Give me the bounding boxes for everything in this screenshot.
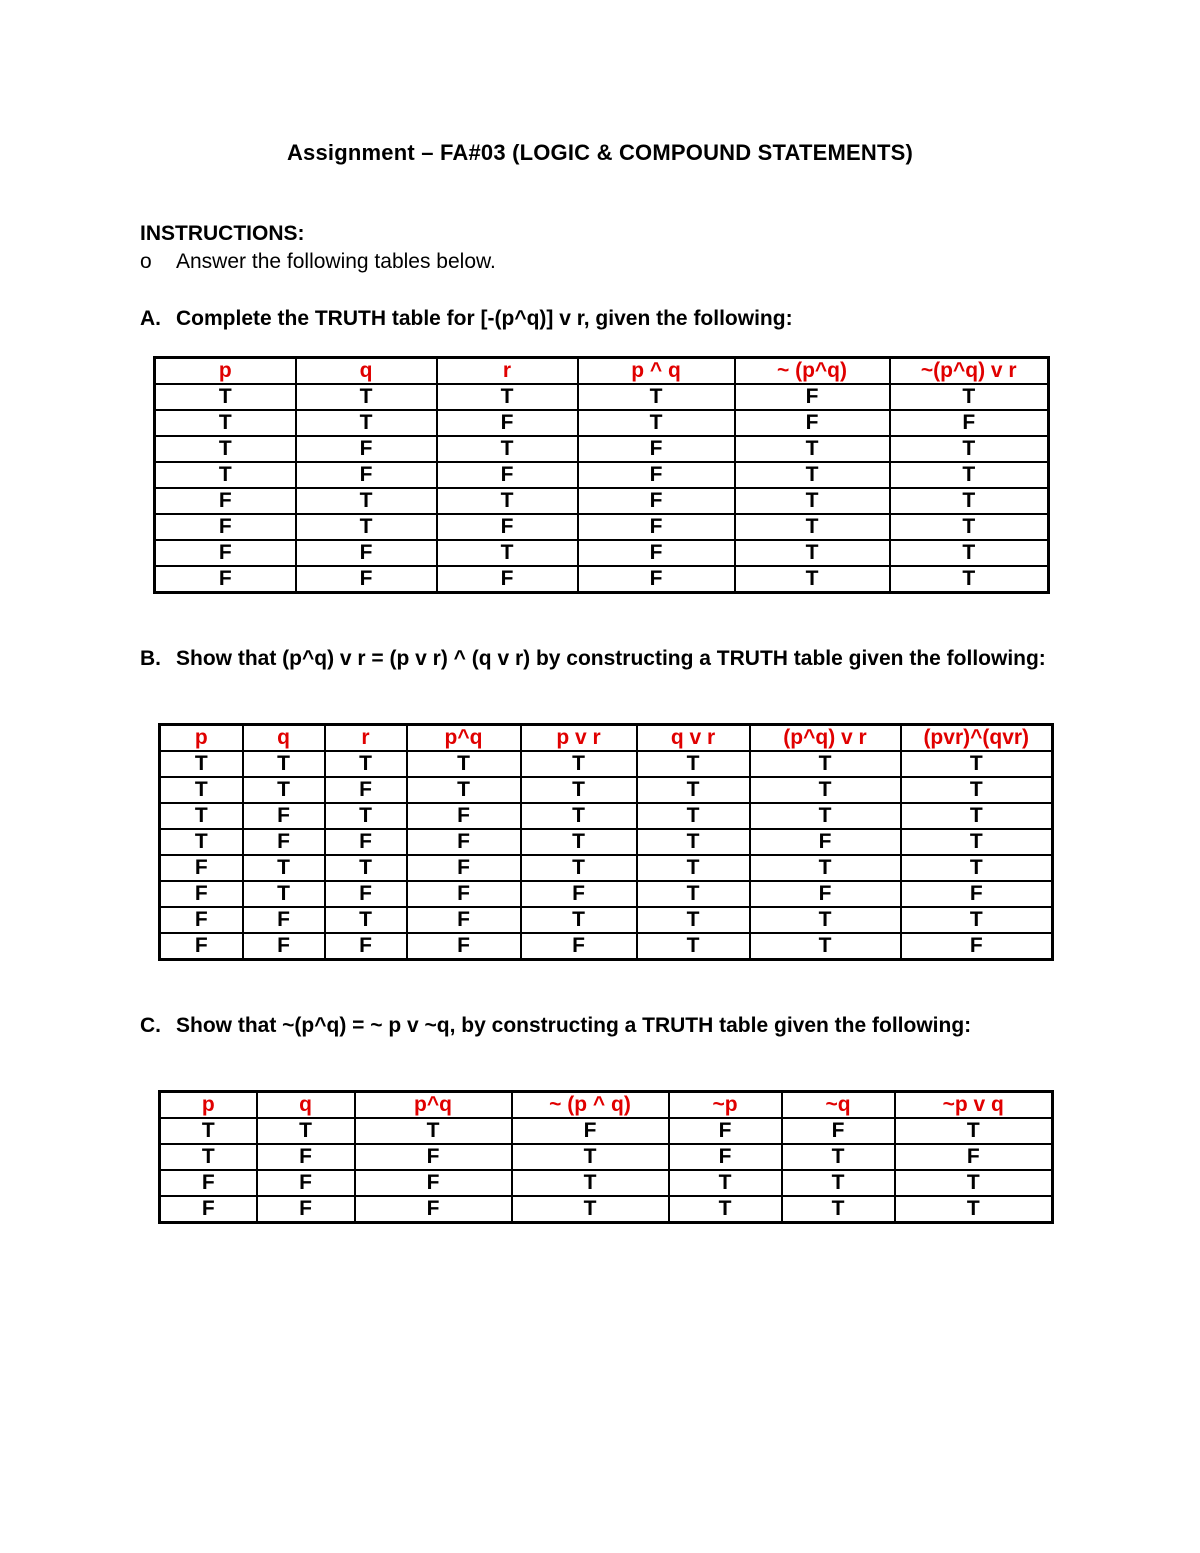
table-cell: F — [895, 1144, 1053, 1170]
table-cell: T — [296, 384, 437, 410]
table-cell: F — [437, 462, 578, 488]
table-cell: F — [155, 488, 296, 514]
table-cell: F — [669, 1144, 782, 1170]
table-cell: T — [160, 803, 243, 829]
table-cell: F — [578, 462, 735, 488]
table-cell: T — [637, 881, 750, 907]
truth-table-c — [158, 1090, 1054, 1224]
table-cell: F — [160, 933, 243, 960]
header-row — [155, 358, 1049, 385]
table-cell: T — [325, 751, 407, 777]
table-cell: F — [243, 933, 325, 960]
header-cell: ~p v q — [895, 1092, 1053, 1119]
table-cell: T — [521, 855, 637, 881]
table-cell: F — [160, 1196, 257, 1223]
table-cell: F — [355, 1144, 512, 1170]
header-cell: q v r — [637, 725, 750, 752]
table-cell: T — [437, 384, 578, 410]
table-cell: T — [782, 1170, 895, 1196]
table-cell: T — [750, 803, 901, 829]
table-row — [155, 384, 1049, 410]
table-cell: F — [407, 829, 521, 855]
table-row — [160, 1118, 1053, 1144]
table-cell: F — [160, 855, 243, 881]
table-cell: T — [735, 566, 890, 593]
table-row — [160, 855, 1053, 881]
bullet-marker: o — [140, 250, 152, 273]
question-text: Show that (p^q) v r = (p v r) ^ (q v r) by constructing a TRUTH table given the following: — [176, 647, 1046, 670]
table-cell: F — [578, 566, 735, 593]
table-cell: T — [257, 1118, 355, 1144]
table-row — [160, 1196, 1053, 1223]
table-cell: T — [901, 855, 1053, 881]
table-row — [160, 777, 1053, 803]
table-cell: F — [782, 1118, 895, 1144]
table-cell: F — [243, 907, 325, 933]
table-cell: T — [578, 384, 735, 410]
table-cell: T — [512, 1144, 669, 1170]
table-cell: T — [901, 751, 1053, 777]
table-cell: T — [160, 829, 243, 855]
table-cell: T — [895, 1196, 1053, 1223]
table-cell: T — [637, 829, 750, 855]
table-cell: T — [578, 410, 735, 436]
header-cell: ~p — [669, 1092, 782, 1119]
table-cell: F — [437, 410, 578, 436]
table-cell: T — [637, 855, 750, 881]
table-cell: F — [437, 514, 578, 540]
header-cell: ~ (p^q) — [735, 358, 890, 385]
table-cell: F — [257, 1196, 355, 1223]
table-cell: T — [637, 933, 750, 960]
truth-table-b — [158, 723, 1054, 961]
table-cell: T — [160, 1118, 257, 1144]
table-cell: F — [355, 1196, 512, 1223]
table-cell: T — [895, 1170, 1053, 1196]
table-cell: T — [407, 777, 521, 803]
table-cell: F — [160, 907, 243, 933]
table-cell: F — [750, 881, 901, 907]
table-row — [155, 540, 1049, 566]
table-cell: F — [578, 514, 735, 540]
table-cell: T — [512, 1196, 669, 1223]
table-cell: T — [750, 907, 901, 933]
table-cell: F — [296, 566, 437, 593]
table-cell: T — [296, 410, 437, 436]
table-cell: T — [890, 462, 1049, 488]
table-cell: T — [325, 803, 407, 829]
table-cell: F — [160, 1170, 257, 1196]
table-cell: F — [669, 1118, 782, 1144]
table-cell: T — [437, 436, 578, 462]
header-cell: p — [160, 1092, 257, 1119]
table-row — [160, 933, 1053, 960]
header-cell: p^q — [407, 725, 521, 752]
table-cell: F — [296, 540, 437, 566]
table-cell: F — [325, 881, 407, 907]
header-row — [160, 1092, 1053, 1119]
table-cell: T — [512, 1170, 669, 1196]
table-cell: T — [521, 803, 637, 829]
table-cell: F — [890, 410, 1049, 436]
table-cell: F — [155, 540, 296, 566]
table-cell: F — [243, 829, 325, 855]
table-cell: F — [521, 881, 637, 907]
table-cell: F — [901, 881, 1053, 907]
table-cell: T — [296, 488, 437, 514]
table-cell: T — [750, 855, 901, 881]
header-row — [160, 725, 1053, 752]
instructions-heading: INSTRUCTIONS: — [140, 222, 305, 245]
table-cell: T — [669, 1196, 782, 1223]
table-row — [155, 566, 1049, 593]
table-cell: T — [521, 907, 637, 933]
table-cell: T — [437, 540, 578, 566]
table-cell: F — [325, 829, 407, 855]
table-cell: T — [750, 751, 901, 777]
question-label: C. — [140, 1014, 161, 1037]
table-cell: T — [325, 855, 407, 881]
instructions-list — [140, 250, 496, 274]
table-cell: F — [257, 1170, 355, 1196]
table-cell: T — [901, 803, 1053, 829]
table-cell: T — [750, 777, 901, 803]
table-cell: F — [735, 384, 890, 410]
table-cell: F — [578, 540, 735, 566]
table-cell: F — [521, 933, 637, 960]
header-cell: ~q — [782, 1092, 895, 1119]
table-cell: T — [782, 1196, 895, 1223]
table-cell: T — [637, 803, 750, 829]
table-cell: T — [735, 488, 890, 514]
header-cell: q — [296, 358, 437, 385]
table-cell: T — [243, 751, 325, 777]
header-cell: ~ (p ^ q) — [512, 1092, 669, 1119]
table-row — [160, 907, 1053, 933]
table-cell: T — [637, 777, 750, 803]
question-text: Show that ~(p^q) = ~ p v ~q, by constructing a TRUTH table given the following: — [176, 1014, 972, 1037]
table-cell: F — [578, 436, 735, 462]
table-row — [160, 803, 1053, 829]
table-cell: T — [901, 829, 1053, 855]
table-cell: F — [257, 1144, 355, 1170]
table-row — [160, 829, 1053, 855]
table-cell: T — [735, 436, 890, 462]
table-cell: T — [890, 540, 1049, 566]
table-cell: T — [243, 777, 325, 803]
table-cell: F — [750, 829, 901, 855]
question-a — [140, 305, 793, 332]
table-cell: F — [901, 933, 1053, 960]
question-label: B. — [140, 647, 161, 670]
instruction-item — [140, 250, 496, 274]
question-label: A. — [140, 307, 161, 330]
header-cell: p ^ q — [578, 358, 735, 385]
question-text: Complete the TRUTH table for [-(p^q)] v r, given the following: — [176, 307, 793, 330]
question-b — [140, 645, 1050, 672]
table-cell: T — [735, 462, 890, 488]
table-row — [155, 410, 1049, 436]
table-cell: T — [355, 1118, 512, 1144]
table-cell: T — [782, 1144, 895, 1170]
header-cell: r — [325, 725, 407, 752]
table-cell: F — [355, 1170, 512, 1196]
table-cell: T — [521, 777, 637, 803]
header-cell: ~(p^q) v r — [890, 358, 1049, 385]
table-cell: F — [296, 462, 437, 488]
page-title: Assignment – FA#03 (LOGIC & COMPOUND STATEMENTS) — [286, 140, 914, 165]
question-c — [140, 1012, 1050, 1039]
table-row — [160, 1170, 1053, 1196]
table-cell: T — [735, 514, 890, 540]
table-cell: F — [512, 1118, 669, 1144]
table-cell: T — [901, 777, 1053, 803]
header-cell: p — [160, 725, 243, 752]
table-cell: F — [160, 881, 243, 907]
table-cell: T — [160, 1144, 257, 1170]
header-cell: p — [155, 358, 296, 385]
header-cell: r — [437, 358, 578, 385]
table-cell: F — [325, 777, 407, 803]
table-cell: T — [901, 907, 1053, 933]
table-cell: T — [750, 933, 901, 960]
table-cell: F — [296, 436, 437, 462]
table-cell: T — [325, 907, 407, 933]
table-cell: T — [895, 1118, 1053, 1144]
table-row — [160, 751, 1053, 777]
table-cell: F — [735, 410, 890, 436]
table-cell: T — [155, 436, 296, 462]
table-cell: F — [407, 855, 521, 881]
table-row — [160, 881, 1053, 907]
table-cell: T — [669, 1170, 782, 1196]
header-cell: p v r — [521, 725, 637, 752]
table-cell: T — [437, 488, 578, 514]
table-cell: F — [578, 488, 735, 514]
table-cell: F — [155, 566, 296, 593]
table-cell: T — [521, 751, 637, 777]
table-cell: T — [521, 829, 637, 855]
table-row — [160, 1144, 1053, 1170]
table-cell: T — [890, 436, 1049, 462]
header-cell: q — [257, 1092, 355, 1119]
table-cell: T — [243, 855, 325, 881]
table-cell: T — [890, 384, 1049, 410]
table-cell: F — [407, 881, 521, 907]
table-row — [155, 488, 1049, 514]
table-cell: F — [243, 803, 325, 829]
truth-table-a — [153, 356, 1050, 594]
table-cell: F — [437, 566, 578, 593]
table-cell: F — [407, 933, 521, 960]
table-cell: T — [735, 540, 890, 566]
header-cell: p^q — [355, 1092, 512, 1119]
table-cell: T — [890, 566, 1049, 593]
table-cell: T — [637, 907, 750, 933]
table-cell: T — [160, 777, 243, 803]
table-cell: F — [407, 803, 521, 829]
table-cell: F — [155, 514, 296, 540]
table-cell: T — [296, 514, 437, 540]
table-cell: T — [155, 384, 296, 410]
header-cell: (pvr)^(qvr) — [901, 725, 1053, 752]
table-cell: T — [890, 488, 1049, 514]
table-cell: T — [637, 751, 750, 777]
table-cell: T — [155, 462, 296, 488]
table-row — [155, 436, 1049, 462]
table-row — [155, 462, 1049, 488]
table-row — [155, 514, 1049, 540]
header-cell: q — [243, 725, 325, 752]
table-cell: T — [160, 751, 243, 777]
header-cell: (p^q) v r — [750, 725, 901, 752]
table-cell: T — [890, 514, 1049, 540]
table-cell: F — [325, 933, 407, 960]
instruction-text: Answer the following tables below. — [176, 250, 496, 273]
table-cell: T — [243, 881, 325, 907]
table-cell: T — [407, 751, 521, 777]
table-cell: F — [407, 907, 521, 933]
table-cell: T — [155, 410, 296, 436]
